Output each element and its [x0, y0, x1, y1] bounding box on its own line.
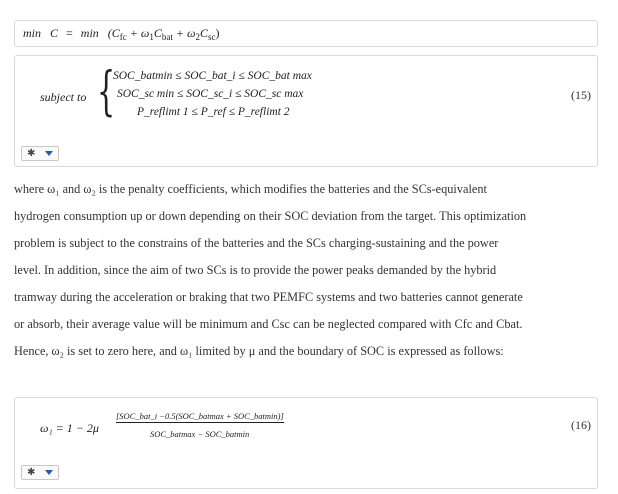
equation-14-box	[14, 20, 598, 47]
chevron-down-icon	[45, 151, 53, 156]
paragraph-line: level. In addition, since the aim of two SCs is to provide the power peaks demanded by the hybrid	[14, 263, 497, 277]
eq-cbat: C	[153, 26, 162, 40]
equation-menu-button[interactable]	[21, 465, 59, 480]
equation-16-box	[14, 397, 598, 489]
eq16-numerator: [SOC_bat_i −0.5(SOC_batmax + SOC_batmin)]	[116, 411, 284, 421]
eq16-denominator: SOC_batmax − SOC_batmin	[150, 429, 250, 439]
subject-to-label: subject to	[40, 90, 87, 104]
eq-omega1: + ω	[129, 26, 150, 40]
paragraph-line: where ω₁ and ω₂ is the penalty coefficients, which modifies the batteries and the SCs-equivalent	[14, 182, 487, 196]
constraint-power-ref: P_reflimt 1 ≤ P_ref ≤ P_reflimt 2	[137, 106, 290, 118]
equation-14	[23, 26, 219, 42]
paragraph-line: or absorb, their average value will be minimum and Csc can be neglected compared with Cfc and Cbat.	[14, 317, 523, 331]
paragraph-line: Hence, ω₂ is set to zero here, and ω₁ limited by μ and the boundary of SOC is expressed as follows:	[14, 344, 504, 358]
chevron-down-icon	[45, 470, 53, 475]
equation-menu-button[interactable]	[21, 146, 59, 161]
left-brace: {	[97, 62, 116, 122]
gear-icon: ✱	[27, 148, 36, 159]
eq-sub-fc: fc	[119, 32, 127, 42]
eq16-lhs: ω₁ = 1 − 2μ	[40, 421, 99, 435]
gear-icon: ✱	[27, 467, 36, 478]
eq-cfc: (C	[107, 26, 120, 40]
body-paragraph	[14, 176, 604, 365]
paragraph-line: hydrogen consumption up or down depending on their SOC deviation from the target. This optimization	[14, 209, 527, 223]
eq-sub-sc: sc	[207, 32, 216, 42]
eq-sub-2: 2	[195, 32, 200, 42]
eq-sub-bat: bat	[161, 32, 173, 42]
eq-equals: =	[66, 26, 73, 40]
constraint-battery-soc: SOC_batmin ≤ SOC_bat_i ≤ SOC_bat max	[113, 70, 312, 82]
eq-min-2: min	[80, 26, 99, 40]
equation-number-16: (16)	[571, 418, 591, 432]
eq-close-paren: )	[215, 26, 220, 40]
eq-min-1: min	[23, 26, 41, 40]
paragraph-line: tramway during the acceleration or braking that two PEMFC systems and two batteries cannot generate	[14, 290, 523, 304]
eq-c: C	[50, 26, 59, 40]
equation-number-15: (15)	[571, 88, 591, 102]
paragraph-line: problem is subject to the constrains of the batteries and the SCs charging-sustaining and the power	[14, 236, 499, 250]
eq-csc: C	[199, 26, 208, 40]
constraint-sc-soc: SOC_sc min ≤ SOC_sc_i ≤ SOC_sc max	[117, 88, 304, 100]
eq-omega2: + ω	[175, 26, 196, 40]
eq-sub-1: 1	[149, 32, 154, 42]
equation-15-box	[14, 55, 598, 167]
